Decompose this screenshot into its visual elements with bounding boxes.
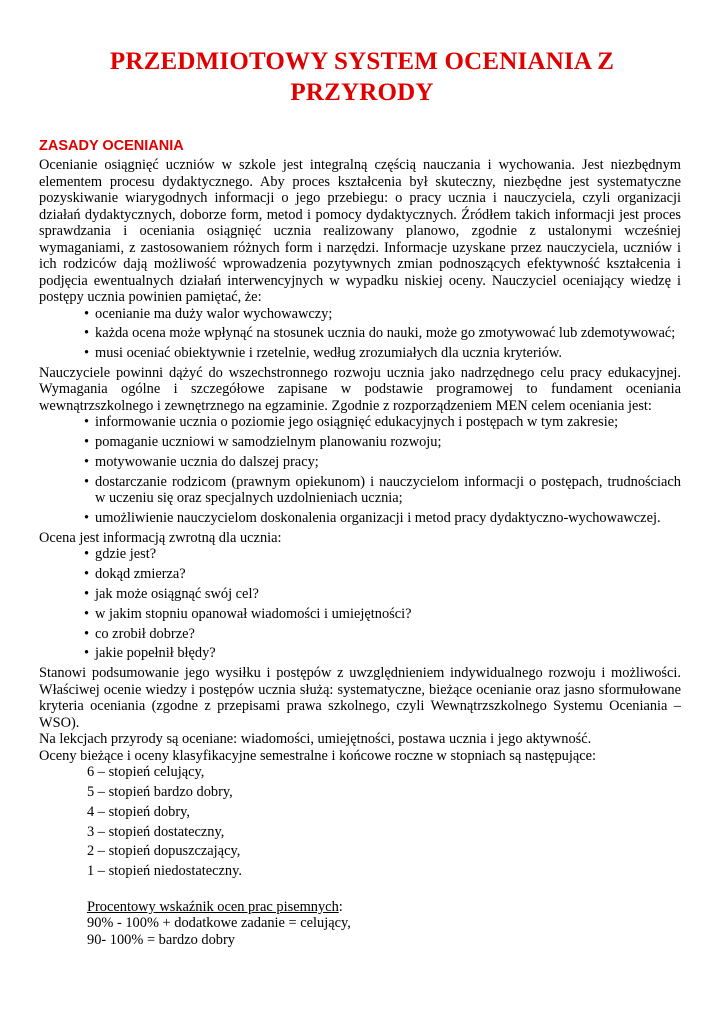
paragraph-2: Nauczyciele powinni dążyć do wszechstronnego rozwoju ucznia jako nadrzędnego celu pracy edukacyjnej. Wymagania ogólne i szczegółowe zapisane w podstawie programowej to fundament oceniania wewnątrzszkolnego i zewnętrznego na egzaminie. Zgodnie z rozporządzeniem MEN celem oceniania jest: xyxy=(39,364,681,414)
grade-item: 3 – stopień dostateczny, xyxy=(87,823,225,840)
document-body xyxy=(39,157,681,948)
percent-section xyxy=(39,899,681,949)
title-line-2: PRZYRODY xyxy=(290,79,434,106)
grade-item: 2 – stopień dopuszczający, xyxy=(87,843,241,860)
list-item: • każda ocena może wpłynąć na stosunek ucznia do nauki, może go zmotywować lub zdemotywować; xyxy=(84,325,676,342)
bullet-icon: • xyxy=(84,585,90,602)
bullet-list-2 xyxy=(39,414,681,526)
bullet-icon: • xyxy=(84,645,90,662)
grade-scale-list xyxy=(39,764,681,879)
percent-heading xyxy=(87,899,681,916)
bullet-icon: • xyxy=(84,473,90,490)
bullet-list-3 xyxy=(39,546,681,661)
list-item: • informowanie ucznia o poziomie jego osiągnięć edukacyjnych i postępach w tym zakresie; xyxy=(84,414,619,431)
bullet-icon: • xyxy=(84,325,90,342)
bullet-icon: • xyxy=(84,605,90,622)
bullet-list-1 xyxy=(39,306,681,362)
bullet-icon: • xyxy=(84,566,90,583)
percent-heading-colon: : xyxy=(338,898,343,915)
intro-paragraph: Ocenianie osiągnięć uczniów w szkole jest integralną częścią nauczania i wychowania. Jest niezbędnym elementem procesu dydaktycznego. Aby proces kształcenia był skuteczny, niezbędne jest systematyczne pozyskiwanie wiarygodnych informacji o jego przebiegu: o pracy ucznia i nauczyciela, czyli organizacji działań dydaktycznych, doborze form, metod i pomocy dydaktycznych. Źródłem takich informacji jest proces sprawdzania i oceniania osiągnięć ucznia realizowany planowo, zgodnie z ustalonymi wcześniej wymaganiami, z zastosowaniem różnych form i narzędzi. Informacje uzyskane przez nauczyciela, uczniów i ich rodziców dają możliwość wprowadzenia pozytywnych zmian podnoszących efektywność kształcenia i podjęcia ewentualnych działań interwencyjnych w wypadku niskiej oceny. Nauczyciel oceniający wiedzę i postępy ucznia powinien pamiętać, że: xyxy=(39,157,681,305)
grade-item: 6 – stopień celujący, xyxy=(87,764,205,781)
list-item: • jak może osiągnąć swój cel? xyxy=(84,585,259,602)
paragraph-3: Ocena jest informacją zwrotną dla ucznia: xyxy=(39,529,282,546)
document-title xyxy=(60,46,664,108)
paragraph-6: Oceny bieżące i oceny klasyfikacyjne semestralne i końcowe roczne w stopniach są następujące: xyxy=(39,747,596,764)
percent-item: 90- 100% = bardzo dobry xyxy=(87,931,235,948)
list-item: • umożliwienie nauczycielom doskonalenia organizacji i metod pracy dydaktyczno-wychowawczej. xyxy=(84,510,661,527)
list-item: • ocenianie ma duży walor wychowawczy; xyxy=(84,305,333,322)
list-item: • w jakim stopniu opanował wiadomości i umiejętności? xyxy=(84,605,412,622)
bullet-icon: • xyxy=(84,625,90,642)
bullet-icon: • xyxy=(84,305,90,322)
grade-item: 5 – stopień bardzo dobry, xyxy=(87,783,233,800)
percent-heading-text: Procentowy wskaźnik ocen prac pisemnych xyxy=(87,898,339,915)
list-item: • gdzie jest? xyxy=(84,546,157,563)
bullet-icon: • xyxy=(84,453,90,470)
bullet-icon: • xyxy=(84,345,90,362)
list-item: • jakie popełnił błędy? xyxy=(84,645,216,662)
bullet-icon: • xyxy=(84,546,90,563)
paragraph-4: Stanowi podsumowanie jego wysiłku i postępów z uwzględnieniem indywidualnego rozwoju i możliwości. Właściwej ocenie wiedzy i postępów ucznia służą: systematyczne, bieżące ocenianie oraz jasno sformułowane kryteria oceniania (zgodne z przepisami prawa szkolnego, czyli Wewnątrzszkolnego Systemu Oceniania – WSO). xyxy=(39,665,681,731)
grade-item: 4 – stopień dobry, xyxy=(87,803,190,820)
paragraph-5: Na lekcjach przyrody są oceniane: wiadomości, umiejętności, postawa ucznia i jego aktywność. xyxy=(39,731,592,748)
bullet-icon: • xyxy=(84,414,90,431)
percent-item: 90% - 100% + dodatkowe zadanie = celujący, xyxy=(87,915,351,932)
list-item: • musi oceniać obiektywnie i rzetelnie, według zrozumiałych dla ucznia kryteriów. xyxy=(84,345,562,362)
title-line-1: PRZEDMIOTOWY SYSTEM OCENIANIA Z xyxy=(109,48,615,75)
section-heading: ZASADY OCENIANIA xyxy=(39,138,184,154)
list-item: • pomaganie uczniowi w samodzielnym planowaniu rozwoju; xyxy=(84,434,442,451)
grade-item: 1 – stopień niedostateczny. xyxy=(87,863,242,880)
list-item: • dostarczanie rodzicom (prawnym opiekunom) i nauczycielom informacji o postępach, trudnościach w uczeniu się oraz specjalnych uzdolnieniach ucznia; xyxy=(84,473,681,507)
bullet-icon: • xyxy=(84,434,90,451)
list-item: • dokąd zmierza? xyxy=(84,566,186,583)
list-item: • motywowanie ucznia do dalszej pracy; xyxy=(84,453,319,470)
list-item: • co zrobił dobrze? xyxy=(84,625,195,642)
bullet-icon: • xyxy=(84,510,90,527)
